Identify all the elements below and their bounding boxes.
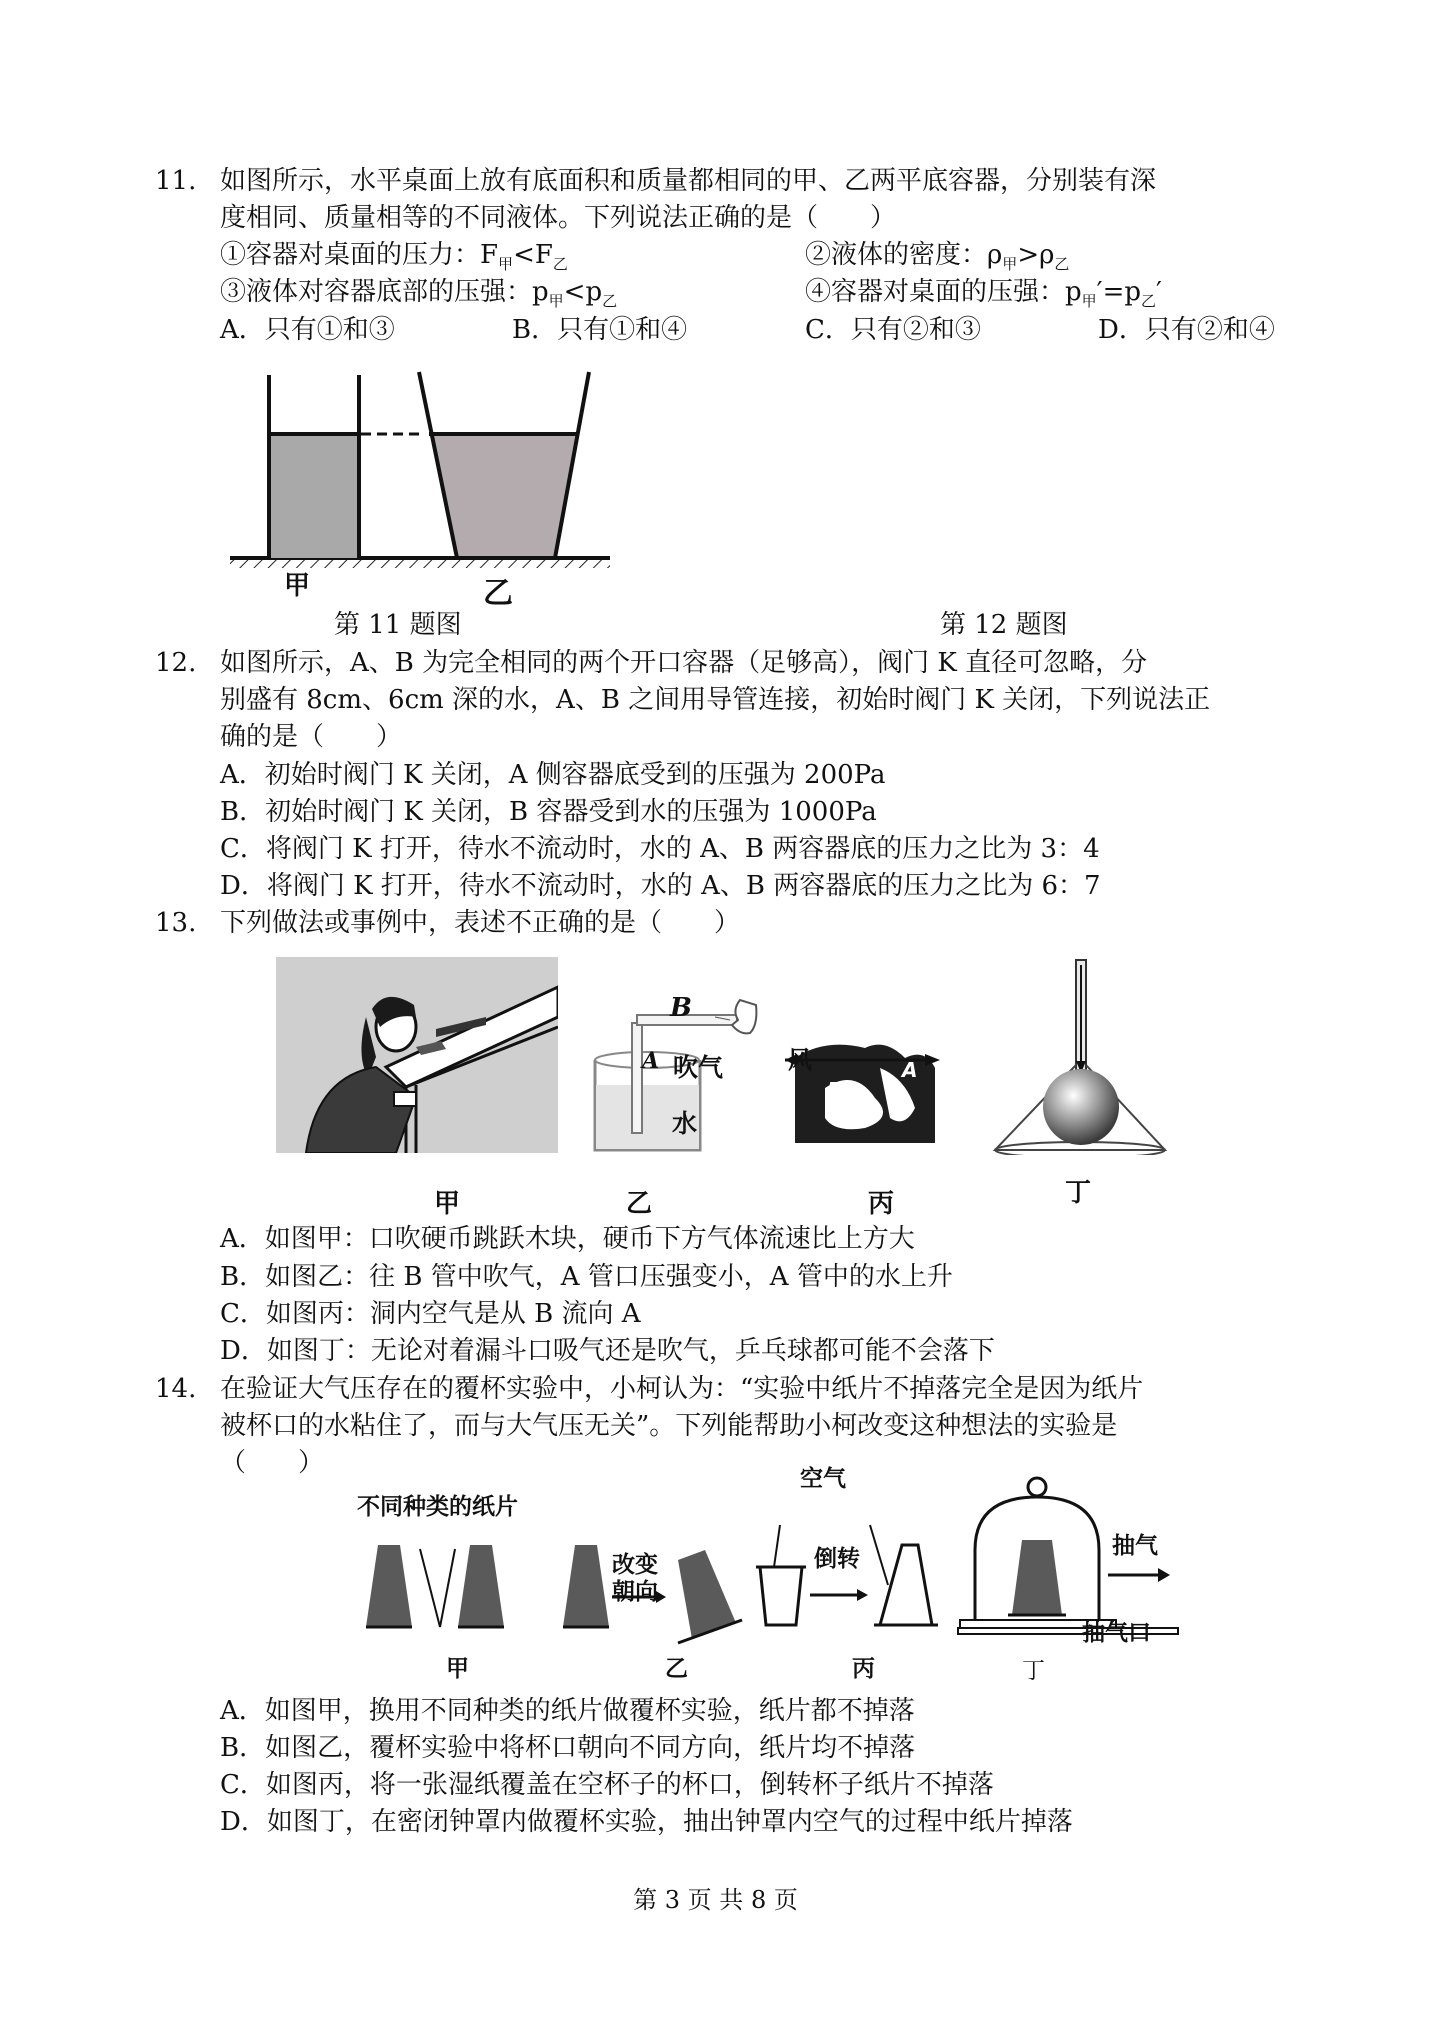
- q11-statement-1: ①容器对桌面的压力：$F_甲<F_乙$: [220, 240, 568, 274]
- q14-choice-c: C．如图丙，将一张湿纸覆盖在空杯子的杯口，倒转杯子纸片不掉落: [220, 1770, 994, 1800]
- q11-stem-line2: 度相同、质量相等的不同液体。下列说法正确的是（ ）: [220, 203, 897, 233]
- q13-bing-label-b: B: [827, 1078, 843, 1102]
- q11-number: 11.: [155, 166, 197, 196]
- q11-choice-a: A．只有①和③: [220, 315, 395, 345]
- q14-label-chouqikou: 抽气口: [1082, 1620, 1151, 1646]
- q13-yi-label-shui: 水: [672, 1109, 698, 1138]
- q13-label-bing: 丙: [868, 1189, 895, 1219]
- q14-stem-line1: 在验证大气压存在的覆杯实验中，小柯认为：“实验中纸片不掉落完全是因为纸片: [220, 1374, 1144, 1404]
- q13-figure-jia: [276, 957, 558, 1153]
- q13-choice-d: D．如图丁：无论对着漏斗口吸气还是吹气，乒乓球都可能不会落下: [220, 1336, 995, 1366]
- q14-label-chouqi: 抽气: [1112, 1533, 1158, 1559]
- q12-stem-line2: 别盛有 8cm、6cm 深的水，A、B 之间用导管连接，初始时阀门 K 关闭，下列说法正: [220, 685, 1211, 715]
- q12-choice-b: B．初始时阀门 K 关闭，B 容器受到水的压强为 1000Pa: [220, 797, 877, 827]
- q13-choice-a: A．如图甲：口吹硬币跳跃木块，硬币下方气体流速比上方大: [220, 1224, 915, 1254]
- q14-label-yi: 乙: [665, 1656, 688, 1682]
- q11-statement-3: ③液体对容器底部的压强：$p_甲<p_乙$: [220, 277, 618, 311]
- q12-stem-line3: 确的是（ ）: [220, 722, 403, 752]
- q12-choice-d: D．将阀门 K 打开，待水不流动时，水的 A、B 两容器底的压力之比为 6：7: [220, 871, 1101, 901]
- q12-stem-line1: 如图所示，A、B 为完全相同的两个开口容器（足够高），阀门 K 直径可忽略，分: [220, 648, 1148, 678]
- q13-choice-b: B．如图乙：往 B 管中吹气，A 管口压强变小，A 管中的水上升: [220, 1262, 953, 1292]
- q14-label-daozhuan: 倒转: [814, 1546, 860, 1572]
- q13-bing-label-a: A: [902, 1058, 918, 1082]
- q11-stem-line1: 如图所示，水平桌面上放有底面积和质量都相同的甲、乙两平底容器，分别装有深: [220, 166, 1157, 196]
- q13-bing-label-feng: 风: [788, 1046, 812, 1074]
- q14-label-chaoxiang: 朝向: [612, 1579, 658, 1605]
- q11-choice-c: C．只有②和③: [805, 315, 981, 345]
- q14-choice-a: A．如图甲，换用不同种类的纸片做覆杯实验，纸片都不掉落: [220, 1696, 915, 1726]
- q12-figure-caption: 第 12 题图: [940, 610, 1068, 640]
- q11-figure-caption: 第 11 题图: [334, 610, 462, 640]
- page-footer: 第 3 页 共 8 页: [633, 1886, 798, 1914]
- q12-choice-c: C．将阀门 K 打开，待水不流动时，水的 A、B 两容器底的压力之比为 3：4: [220, 834, 1100, 864]
- q14-label-jia: 甲: [446, 1656, 469, 1682]
- q13-label-jia: 甲: [434, 1189, 461, 1219]
- q13-choice-c: C．如图丙：洞内空气是从 B 流向 A: [220, 1299, 641, 1329]
- q11-figure-label-jia: 甲: [284, 571, 311, 601]
- q13-yi-label-chuiqi: 吹气: [673, 1053, 724, 1082]
- q13-yi-label-a: A: [642, 1048, 660, 1074]
- q14-label-bing: 丙: [852, 1656, 875, 1682]
- q13-number: 13.: [155, 908, 197, 938]
- q14-choice-d: D．如图丁，在密闭钟罩内做覆杯实验，抽出钟罩内空气的过程中纸片掉落: [220, 1807, 1073, 1837]
- q11-statement-2: ②液体的密度：$\rho_甲>\rho_乙$: [805, 240, 1070, 274]
- q14-choice-b: B．如图乙，覆杯实验中将杯口朝向不同方向，纸片均不掉落: [220, 1733, 916, 1763]
- q13-label-yi: 乙: [626, 1189, 653, 1219]
- q11-figure-label-yi: 乙: [483, 576, 513, 611]
- q12-number: 12.: [155, 648, 197, 678]
- q14-label-kongqi: 空气: [800, 1466, 846, 1492]
- q14-label-gaibian: 改变: [612, 1552, 658, 1578]
- q14-number: 14.: [155, 1374, 197, 1404]
- q13-yi-label-b: B: [670, 993, 692, 1023]
- q11-choice-d: D．只有②和④: [1098, 315, 1275, 345]
- q12-choice-a: A．初始时阀门 K 关闭，A 侧容器底受到的压强为 200Pa: [220, 760, 886, 790]
- q11-statement-4: ④容器对桌面的压强：$p_甲'=p_乙'$: [805, 277, 1162, 311]
- q13-figure-ding: [990, 955, 1170, 1155]
- q14-stem-line3: （ ）: [220, 1448, 325, 1478]
- q14-label-ding: 丁: [1022, 1658, 1045, 1684]
- q13-stem: 下列做法或事例中，表述不正确的是（ ）: [220, 908, 741, 938]
- q14-stem-line2: 被杯口的水粘住了，而与大气压无关”。下列能帮助小柯改变这种想法的实验是: [220, 1411, 1118, 1441]
- q13-label-ding: 丁: [1065, 1178, 1092, 1208]
- q11-choice-b: B．只有①和④: [512, 315, 688, 345]
- q11-figure-containers: [225, 370, 615, 570]
- q14-label-paper-types: 不同种类的纸片: [357, 1494, 518, 1520]
